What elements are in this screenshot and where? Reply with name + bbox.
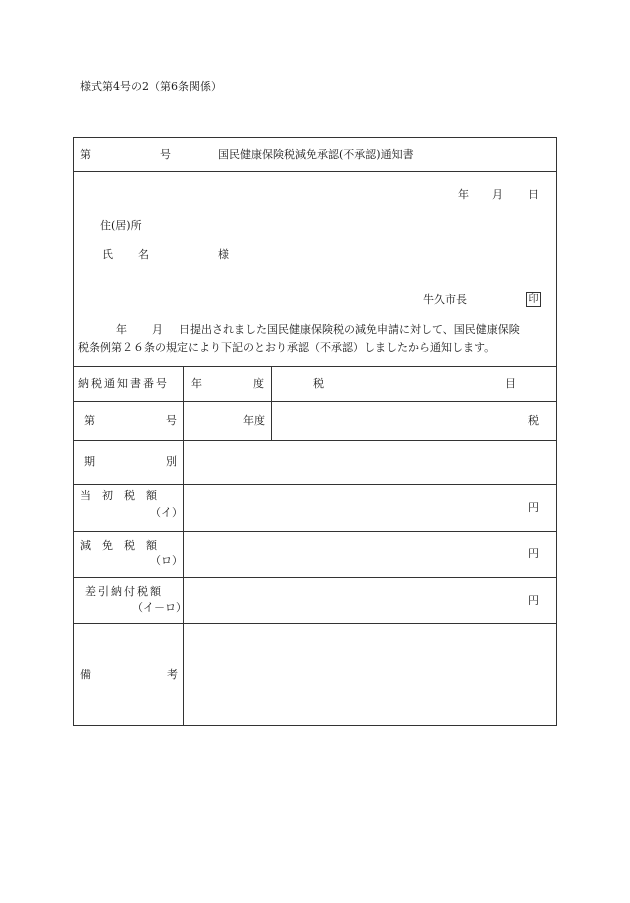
notice-body <box>78 321 554 357</box>
notice-form-frame <box>73 137 557 726</box>
net-tax-label: 差引納付税額 <box>85 585 163 598</box>
tax-number-prefix: 第 <box>84 414 95 427</box>
body-year: 年 <box>116 323 127 336</box>
reduction-amount-sub: （ロ） <box>150 554 183 567</box>
notice-number-suffix: 号 <box>160 148 171 161</box>
honorific: 様 <box>218 248 229 261</box>
remarks-label-second: 考 <box>167 668 178 681</box>
divider <box>73 577 557 578</box>
tax-value: 税 <box>528 414 539 427</box>
form-reference: 様式第4号の2（第6条関係） <box>80 80 222 93</box>
initial-tax-label: 当 初 税 額 <box>80 489 157 502</box>
body-month: 月 <box>152 323 163 336</box>
remarks-label-first: 備 <box>80 668 91 681</box>
divider <box>73 623 557 624</box>
tax-item-label-second: 目 <box>505 377 516 390</box>
tax-item-label-first: 税 <box>313 377 324 390</box>
mayor-title: 牛久市長 <box>423 293 467 306</box>
installment-label-second: 別 <box>166 455 177 468</box>
seal-mark: 印 <box>526 292 541 307</box>
body-line-2: 税条例第２６条の規定により下記のとおり承認（不承認）しましたから通知します。 <box>78 341 496 354</box>
address-label: 住(居)所 <box>100 219 142 232</box>
body-line-1: 日提出されました国民健康保険税の減免申請に対して、国民健康保険 <box>179 323 520 336</box>
reduction-amount-label: 減 免 税 額 <box>80 539 157 552</box>
divider <box>73 401 557 402</box>
net-tax-yen: 円 <box>528 594 539 607</box>
initial-tax-yen: 円 <box>528 501 539 514</box>
initial-tax-sub: （イ） <box>150 506 183 519</box>
column-divider <box>271 366 272 440</box>
document-title: 国民健康保険税減免承認(不承認)通知書 <box>218 148 414 161</box>
divider <box>73 171 557 172</box>
divider <box>73 440 557 441</box>
date-day: 日 <box>528 188 539 201</box>
divider <box>73 484 557 485</box>
divider <box>73 531 557 532</box>
installment-label-first: 期 <box>84 455 95 468</box>
fiscal-year-label-second: 度 <box>253 377 264 390</box>
tax-notice-number-label: 納税通知書番号 <box>78 377 169 390</box>
date-year: 年 <box>458 188 469 201</box>
tax-number-suffix: 号 <box>166 414 177 427</box>
fiscal-year-value: 年度 <box>243 414 265 427</box>
name-label-first: 氏 <box>102 248 113 261</box>
date-month: 月 <box>492 188 503 201</box>
notice-number-prefix: 第 <box>80 148 91 161</box>
net-tax-sub: （イ－ロ） <box>132 601 187 614</box>
column-divider <box>183 366 184 726</box>
name-label-second: 名 <box>138 248 149 261</box>
reduction-amount-yen: 円 <box>528 547 539 560</box>
divider <box>73 366 557 367</box>
fiscal-year-label-first: 年 <box>191 377 202 390</box>
